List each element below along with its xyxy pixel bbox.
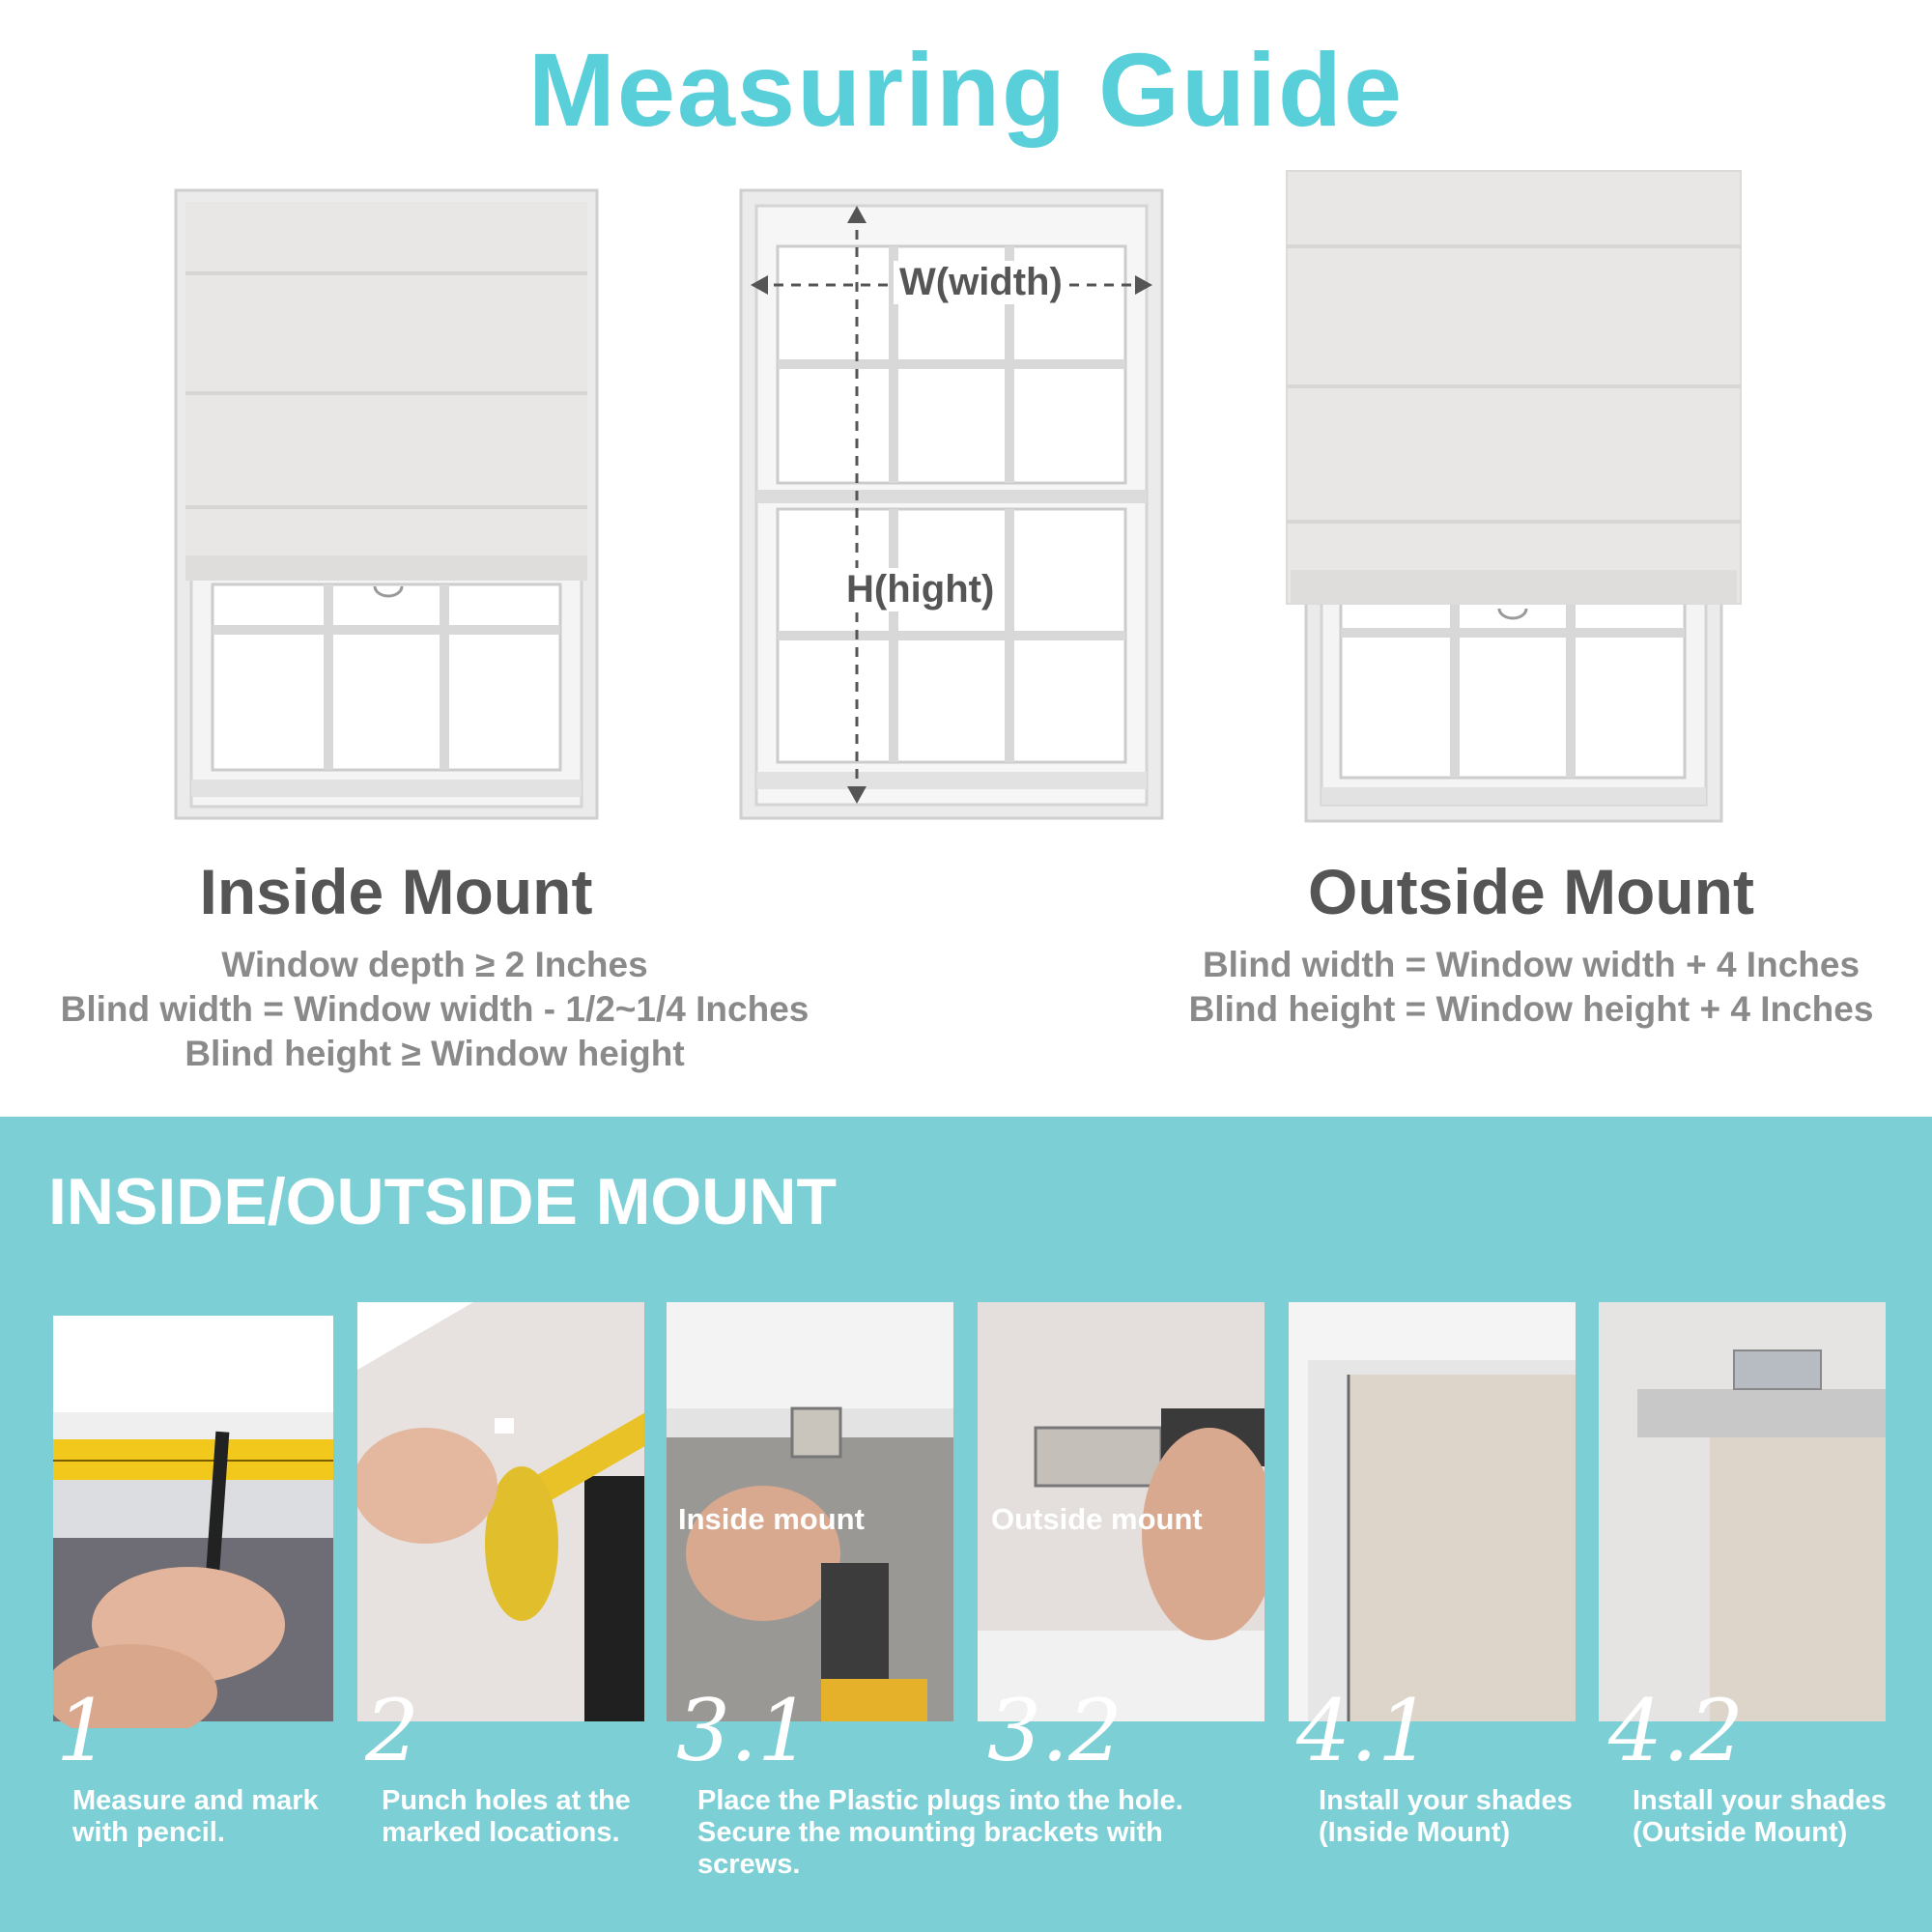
step-4-2-number: 4.2 bbox=[1608, 1681, 1744, 1780]
inside-mount-title: Inside Mount bbox=[199, 856, 593, 927]
outside-mount-title: Outside Mount bbox=[1308, 856, 1754, 927]
step-2-photo bbox=[357, 1302, 644, 1721]
step-4-1-text: Install your shades (Inside Mount) bbox=[1319, 1785, 1573, 1848]
step-3-2-photo-caption: Outside mount bbox=[991, 1502, 1203, 1536]
step-1-number: 1 bbox=[56, 1681, 110, 1780]
outside-mount-requirements bbox=[1145, 943, 1918, 1032]
step-2-text: Punch holes at the marked locations. bbox=[382, 1785, 631, 1848]
outside-line: Blind width = Window width + 4 Inches bbox=[1202, 945, 1861, 984]
inside-mount-requirements bbox=[0, 943, 869, 1076]
inside-mount-illustration bbox=[174, 188, 599, 821]
page-title: Measuring Guide bbox=[527, 31, 1405, 148]
step-4-1-number: 4.1 bbox=[1296, 1681, 1432, 1780]
width-label: W(width) bbox=[894, 261, 1068, 304]
inside-line: Blind width = Window width - 1/2~1/4 Inches bbox=[60, 989, 810, 1029]
step-1-text: Measure and mark with pencil. bbox=[72, 1785, 319, 1848]
height-label: H(hight) bbox=[840, 568, 1000, 611]
step-1-photo bbox=[53, 1309, 333, 1728]
step-3-1-number: 3.1 bbox=[676, 1681, 811, 1780]
step-4-2-text: Install your shades (Outside Mount) bbox=[1633, 1785, 1887, 1848]
outside-mount-illustration bbox=[1285, 169, 1744, 826]
step-4-2-photo bbox=[1599, 1302, 1886, 1721]
outside-line: Blind height = Window height + 4 Inches bbox=[1188, 989, 1874, 1029]
step-3-text: Place the Plastic plugs into the hole. Secure the mounting brackets with screws. bbox=[697, 1785, 1183, 1880]
step-2-number: 2 bbox=[365, 1681, 419, 1780]
step-3-1-photo-caption: Inside mount bbox=[678, 1502, 865, 1536]
step-4-1-photo bbox=[1289, 1302, 1576, 1721]
inside-line: Window depth ≥ 2 Inches bbox=[221, 945, 648, 984]
inside-line: Blind height ≥ Window height bbox=[185, 1034, 685, 1073]
section-title: INSIDE/OUTSIDE MOUNT bbox=[48, 1165, 838, 1238]
step-3-2-number: 3.2 bbox=[987, 1681, 1122, 1780]
